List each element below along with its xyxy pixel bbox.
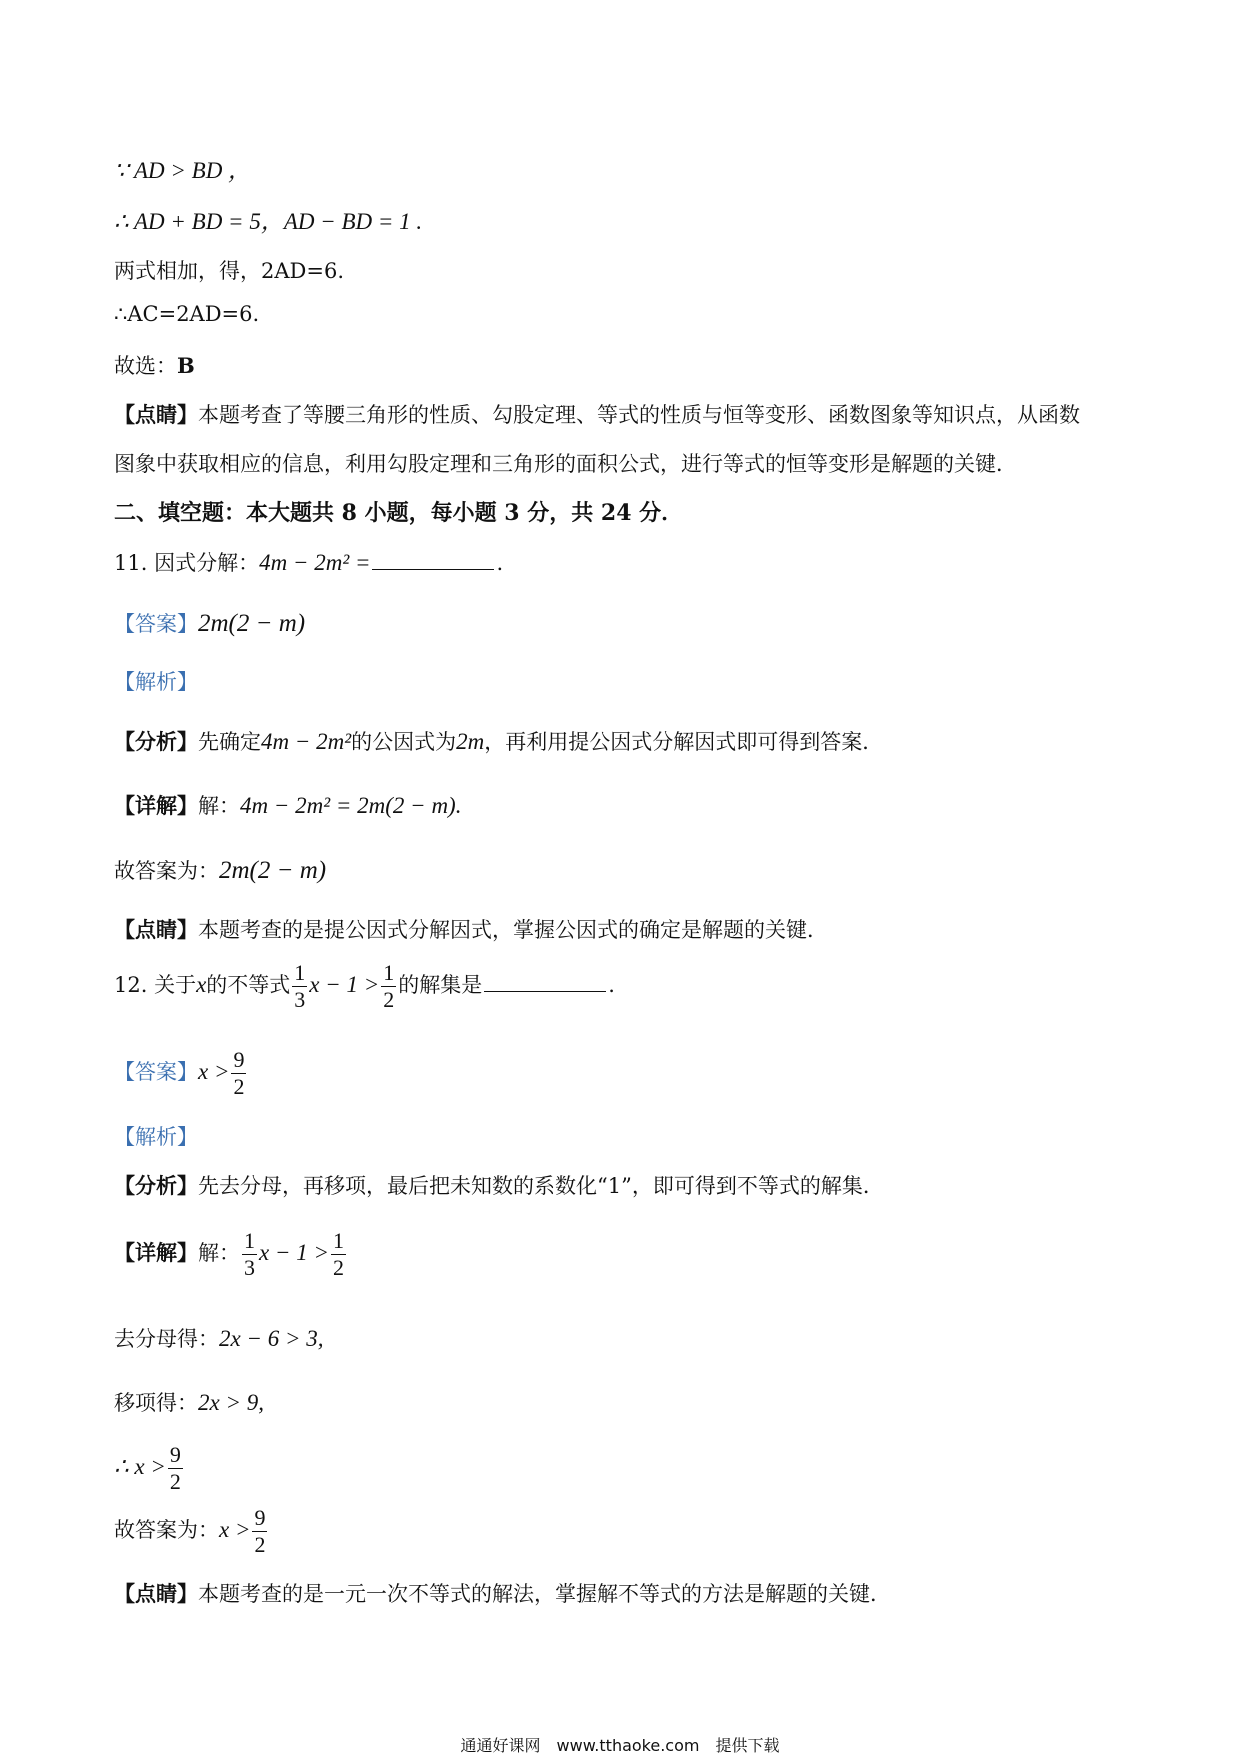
choice-answer: B [177,353,195,378]
q12-dianjing-text: 本题考查的是一元一次不等式的解法，掌握解不等式的方法是解题的关键． [198,1582,891,1606]
q12-step2-expr: 2x > 9, [198,1390,264,1415]
q11-fenxi-expr2: 2m [456,729,485,754]
dianjing-tag: 【点睛】 [114,402,198,427]
q12-step3 [114,1442,185,1495]
q12-period: . [608,973,615,997]
q12-stem [114,960,615,1013]
line-ad-gt-bd: ∵ AD > BD ， [114,158,252,183]
dianjing-text: 本题考查了等腰三角形的性质、勾股定理、等式的性质与恒等变形、函数图象等知识点，从函数 [198,403,1080,427]
q11-answer-line [114,608,305,638]
q12-detail [114,1228,348,1281]
page-footer: 通通好课网 www.tthaoke.com 提供下载 [460,1736,780,1755]
q12-detail-mid: x − 1 > [259,1240,329,1265]
q12-ans-lhs: x > [198,1059,230,1084]
line-dianjing-10-cont: 图象中获取相应的信息，利用勾股定理和三角形的面积公式，进行等式的恒等变形是解题的关键． [114,452,1017,476]
line-sum-diff: ∴ AD + BD = 5，AD − BD = 1 . [114,209,423,234]
q11-final [114,855,326,885]
q12-mid: x − 1 > [309,972,380,997]
q11-answer-blank [372,549,494,570]
q11-fenxi-tag: 【分析】 [114,729,198,754]
q12-frac-one-third: $\frac{1}{3}$ [294,960,306,1012]
q12-stem-x: x [196,972,207,997]
q12-answer-tag: 【答案】 [114,1060,198,1084]
q11-answer-tag: 【答案】 [114,612,198,636]
q11-final-a: 故答案为： [114,859,219,883]
q12-fenxi-text: 先去分母，再移项，最后把未知数的系数化“1”，即可得到不等式的解集． [198,1174,884,1198]
q12-stem-c: 的解集是 [398,973,483,997]
q11-answer: 2m(2 − m) [198,610,306,637]
q11-stem [114,547,503,577]
q11-final-expr: 2m(2 − m) [219,857,327,884]
q12-detail-frac-one-half: $\frac{1}{2}$ [333,1228,344,1280]
choice-prefix: 故选： [114,354,177,378]
q11-detail-tag: 【详解】 [114,793,198,818]
q12-final-frac: $\frac{9}{2}$ [254,1505,266,1557]
q12-dianjing-tag: 【点睛】 [114,1581,198,1606]
q12-step1 [114,1323,324,1353]
q11-fenxi-a: 先确定 [198,730,261,754]
q11-analysis-tag: 【解析】 [114,670,198,694]
line-add-equations: 两式相加，得，2AD=6. [114,259,344,283]
q12-step1-expr: 2x − 6 > 3, [219,1326,324,1351]
q11-detail [114,790,461,820]
q11-fenxi-c: ，再利用提公因式分解因式即可得到答案． [484,730,884,754]
q12-ans-frac: $\frac{9}{2}$ [233,1047,245,1099]
q11-fenxi-expr: 4m − 2m² [261,729,352,754]
q12-detail-a: 解： [198,1241,240,1265]
q12-step2-a: 移项得： [114,1391,198,1415]
q12-analysis-tag: 【解析】 [114,1125,198,1149]
q12-answer-line [114,1047,248,1100]
q12-step3-frac: $\frac{9}{2}$ [169,1442,181,1494]
q11-expr: 4m − 2m² = [259,550,371,575]
q11-stem-text: 11. 因式分解： [114,551,260,575]
q12-fenxi [114,1170,884,1200]
q11-detail-a: 解： [198,794,240,818]
q12-stem-a: 12. 关于 [114,973,197,997]
line-choice [114,350,195,380]
q11-dianjing-text: 本题考查的是提公因式分解因式，掌握公因式的确定是解题的关键． [198,918,828,942]
q11-fenxi-b: 的公因式为 [351,730,457,754]
q12-detail-tag: 【详解】 [114,1240,198,1265]
q11-dianjing [114,914,828,944]
line-dianjing-10 [114,399,1080,429]
q12-frac-one-half: $\frac{1}{2}$ [383,960,395,1012]
q12-final-lhs: x > [219,1517,251,1542]
q12-stem-b: 的不等式 [206,973,291,997]
q11-period: . [496,551,504,575]
q12-final-a: 故答案为： [114,1518,219,1542]
q11-fenxi [114,726,883,756]
q12-dianjing [114,1578,891,1608]
q12-detail-frac-one-third: $\frac{1}{3}$ [244,1228,255,1280]
section-heading: 二、填空题：本大题共 8 小题，每小题 3 分，共 24 分． [114,500,684,526]
q12-step1-a: 去分母得： [114,1327,219,1351]
q12-answer-blank [484,971,606,992]
q11-detail-expr: 4m − 2m² = 2m(2 − m). [240,793,462,818]
q12-final [114,1505,269,1558]
q12-fenxi-tag: 【分析】 [114,1173,198,1198]
q12-step3-lhs: ∴ x > [114,1454,166,1479]
q12-step2 [114,1387,264,1417]
line-ac-result: ∴AC=2AD=6. [114,302,260,326]
q11-dianjing-tag: 【点睛】 [114,917,198,942]
